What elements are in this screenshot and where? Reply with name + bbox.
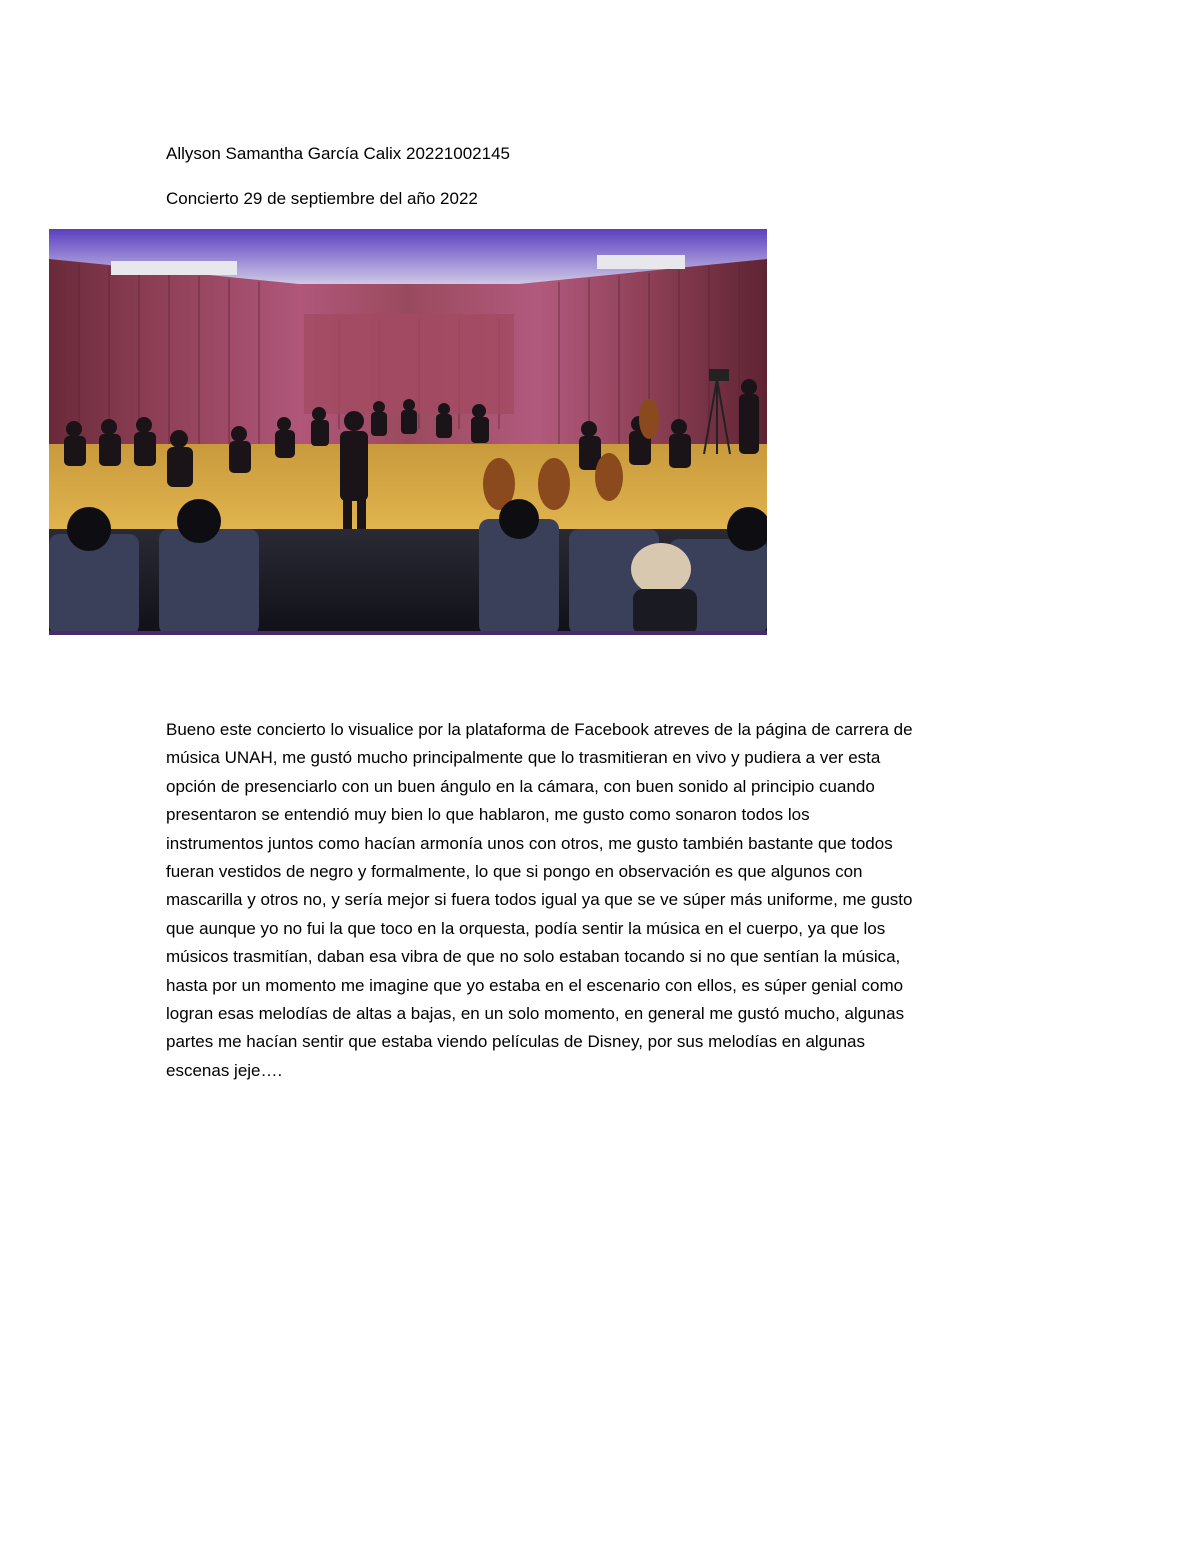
paragraph-line: instrumentos juntos como hacían armonía unos con otros, me gusto también bastante que todos xyxy=(166,833,893,853)
paragraph-line: presentaron se entendió muy bien lo que hablaron, me gusto como sonaron todos los xyxy=(166,805,810,825)
photo-illustration xyxy=(49,229,767,635)
paragraph-line: música UNAH, me gustó mucho principalmente que lo trasmitieran en vivo y pudiera a ver esta xyxy=(166,748,881,768)
paragraph-line: mascarilla y otros no, y sería mejor si fuera todos igual ya que se ve súper más uniforme, me gusto xyxy=(166,890,913,910)
paragraph-line: músicos trasmitían, daban esa vibra de que no solo estaban tocando si no que sentían la música, xyxy=(166,947,901,967)
author-line: Allyson Samantha García Calix 20221002145 xyxy=(166,144,510,163)
orchestra-concert-photo xyxy=(49,229,767,635)
paragraph-line: que aunque yo no fui la que toco en la orquesta, podía sentir la música en el cuerpo, ya que los xyxy=(166,918,886,938)
paragraph-line: fueran vestidos de negro y formalmente, lo que si pongo en observación es que algunos con xyxy=(166,862,863,882)
paragraph-line: hasta por un momento me imagine que yo estaba en el escenario con ellos, es súper genial como xyxy=(166,975,904,995)
paragraph-line: escenas jeje…. xyxy=(166,1060,283,1080)
paragraph-line: Bueno este concierto lo visualice por la plataforma de Facebook atreves de la página de carrera de xyxy=(166,720,913,739)
paragraph-line: partes me hacían sentir que estaba viendo películas de Disney, por sus melodías en algunas xyxy=(166,1032,865,1052)
paragraph-line: logran esas melodías de altas a bajas, en un solo momento, en general me gustó mucho, algunas xyxy=(166,1004,905,1024)
review-paragraph xyxy=(166,716,1046,1085)
concert-date-line: Concierto 29 de septiembre del año 2022 xyxy=(166,189,478,208)
paragraph-line: opción de presenciarlo con un buen ángulo en la cámara, con buen sonido al principio cuando xyxy=(166,776,875,796)
